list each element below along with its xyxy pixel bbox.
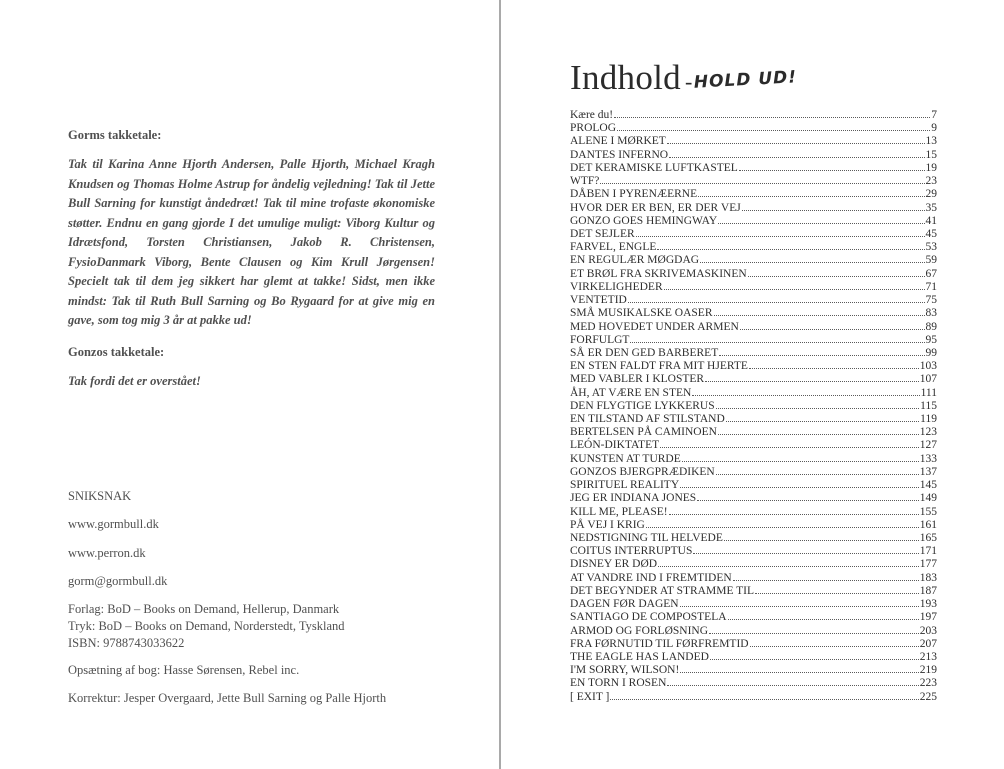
left-page bbox=[0, 0, 499, 769]
toc-entry-page: 177 bbox=[919, 558, 937, 571]
toc-entry-page: 95 bbox=[925, 333, 937, 346]
toc-dot-leader bbox=[739, 161, 925, 171]
right-page bbox=[501, 0, 1004, 769]
toc-dot-leader bbox=[700, 253, 924, 263]
toc-entry[interactable] bbox=[570, 121, 937, 134]
toc-entry-title: DÅBEN I PYRENÆERNE bbox=[570, 188, 698, 201]
contact-email: gorm@gormbull.dk bbox=[68, 574, 168, 588]
toc-entry-title: LEÓN-DIKTATET bbox=[570, 439, 660, 452]
toc-entry-title: EN REGULÆR MØGDAG bbox=[570, 254, 700, 267]
toc-entry[interactable] bbox=[570, 293, 937, 306]
toc-entry-page: 9 bbox=[931, 122, 937, 135]
toc-entry-page: 161 bbox=[919, 518, 937, 531]
toc-entry-title: COITUS INTERRUPTUS bbox=[570, 545, 693, 558]
toc-title-dash: - bbox=[684, 69, 693, 94]
toc-entry-page: 187 bbox=[919, 584, 937, 597]
toc-entry[interactable] bbox=[570, 148, 937, 161]
toc-entry-title: FORFULGT bbox=[570, 333, 630, 346]
toc-dot-leader bbox=[718, 214, 924, 224]
toc-entry[interactable] bbox=[570, 425, 937, 438]
toc-entry-page: 183 bbox=[919, 571, 937, 584]
toc-entry-page: 41 bbox=[925, 214, 937, 227]
toc-dot-leader bbox=[669, 148, 924, 158]
toc-entry-title: ÅH, AT VÆRE EN STEN bbox=[570, 386, 692, 399]
toc-dot-leader bbox=[709, 624, 919, 634]
toc-dot-leader bbox=[716, 465, 919, 475]
toc-dot-leader bbox=[750, 637, 919, 647]
table-of-contents bbox=[570, 108, 937, 703]
toc-entry-title: EN TILSTAND AF STILSTAND bbox=[570, 413, 725, 426]
toc-entry[interactable] bbox=[570, 663, 937, 676]
toc-entry-page: 223 bbox=[919, 677, 937, 690]
toc-entry-page: 89 bbox=[925, 320, 937, 333]
toc-entry[interactable] bbox=[570, 267, 937, 280]
toc-entry[interactable] bbox=[570, 637, 937, 650]
toc-entry-page: 13 bbox=[925, 135, 937, 148]
toc-title bbox=[570, 58, 798, 108]
toc-entry-page: 149 bbox=[919, 492, 937, 505]
toc-entry[interactable] bbox=[570, 346, 937, 359]
gorm-thanks-text: Tak til Karina Anne Hjorth Andersen, Palle Hjorth, Michael Kragh Knudsen og Thomas Holme Astrup for åndelig vejledning! Tak til Jette Bull Sarning for kunstigt åndedræt! Tak til mine trofaste økonomiske støtter. Endnu en gang gjorde I det umulige muligt: Viborg Kultur og Idrætsfond, Torsten Christiansen, Jakob R. Christensen, FysioDanmark Viborg, Bente Clausen og Kim Krull Jørgensen! Specielt tak til dem jeg sikkert har glemt at takke! Sidst, men ikke mindst: Tak til Ruth Bull Sarning og Bo Rygaard for at give mig en gave, som tog mig 3 år at pakke ud! bbox=[68, 157, 435, 327]
toc-entry-title: KUNSTEN AT TURDE bbox=[570, 452, 681, 465]
toc-dot-leader bbox=[680, 478, 919, 488]
toc-entry-page: 219 bbox=[919, 664, 937, 677]
toc-dot-leader bbox=[617, 121, 930, 131]
toc-entry[interactable] bbox=[570, 518, 937, 531]
gonzo-thanks-text: Tak fordi det er overstået! bbox=[68, 374, 201, 388]
toc-entry-page: 99 bbox=[925, 346, 937, 359]
toc-entry[interactable] bbox=[570, 478, 937, 491]
toc-entry-page: 127 bbox=[919, 439, 937, 452]
toc-dot-leader bbox=[755, 584, 919, 594]
toc-entry[interactable] bbox=[570, 201, 937, 214]
toc-entry-page: 71 bbox=[925, 280, 937, 293]
toc-entry[interactable] bbox=[570, 452, 937, 465]
toc-entry-title: BERTELSEN PÅ CAMINOEN bbox=[570, 426, 717, 439]
layout-credit: Opsætning af bog: Hasse Sørensen, Rebel inc. bbox=[68, 663, 300, 677]
toc-entry[interactable] bbox=[570, 240, 937, 253]
toc-entry-page: 203 bbox=[919, 624, 937, 637]
toc-entry-title: [ EXIT ] bbox=[570, 690, 610, 703]
toc-entry[interactable] bbox=[570, 531, 937, 544]
toc-dot-leader bbox=[742, 201, 925, 211]
toc-entry-title: WTF? bbox=[570, 175, 600, 188]
toc-entry[interactable] bbox=[570, 253, 937, 266]
toc-entry[interactable] bbox=[570, 610, 937, 623]
toc-entry-page: 133 bbox=[919, 452, 937, 465]
toc-entry-page: 59 bbox=[925, 254, 937, 267]
toc-entry-page: 29 bbox=[925, 188, 937, 201]
toc-entry[interactable] bbox=[570, 624, 937, 637]
toc-dot-leader bbox=[718, 425, 919, 435]
toc-entry-page: 213 bbox=[919, 650, 937, 663]
toc-entry-title: I'M SORRY, WILSON! bbox=[570, 664, 680, 677]
toc-dot-leader bbox=[698, 187, 924, 197]
toc-entry-title: PÅ VEJ I KRIG bbox=[570, 518, 645, 531]
toc-entry-title: DEN FLYGTIGE LYKKERUS bbox=[570, 399, 715, 412]
toc-entry[interactable] bbox=[570, 438, 937, 451]
toc-dot-leader bbox=[667, 134, 925, 144]
toc-dot-leader bbox=[724, 531, 919, 541]
toc-entry[interactable] bbox=[570, 544, 937, 557]
toc-entry[interactable] bbox=[570, 161, 937, 174]
toc-entry[interactable] bbox=[570, 399, 937, 412]
toc-entry[interactable] bbox=[570, 491, 937, 504]
toc-dot-leader bbox=[697, 491, 919, 501]
toc-dot-leader bbox=[614, 108, 930, 118]
toc-entry-page: 137 bbox=[919, 465, 937, 478]
toc-title-handwritten: HOLD UD! bbox=[693, 67, 798, 93]
toc-dot-leader bbox=[692, 386, 919, 396]
toc-entry[interactable] bbox=[570, 214, 937, 227]
toc-entry[interactable] bbox=[570, 571, 937, 584]
gonzo-thanks-heading: Gonzos takketale: bbox=[68, 345, 165, 359]
toc-dot-leader bbox=[714, 306, 925, 316]
toc-dot-leader bbox=[726, 412, 919, 422]
toc-entry-page: 171 bbox=[919, 545, 937, 558]
toc-entry-page: 145 bbox=[919, 479, 937, 492]
publisher-line: Forlag: BoD – Books on Demand, Hellerup, Danmark bbox=[68, 602, 340, 616]
toc-entry-title: EN STEN FALDT FRA MIT HJERTE bbox=[570, 360, 748, 373]
toc-entry-page: 119 bbox=[920, 413, 937, 426]
toc-entry-page: 75 bbox=[925, 294, 937, 307]
toc-entry[interactable] bbox=[570, 465, 937, 478]
toc-entry[interactable] bbox=[570, 174, 937, 187]
toc-entry-page: 35 bbox=[925, 201, 937, 214]
toc-entry-page: 207 bbox=[919, 637, 937, 650]
toc-entry-title: GONZOS BJERGPRÆDIKEN bbox=[570, 465, 715, 478]
toc-entry-title: ARMOD OG FORLØSNING bbox=[570, 624, 709, 637]
toc-dot-leader bbox=[740, 320, 925, 330]
toc-dot-leader bbox=[600, 174, 924, 184]
toc-entry-page: 83 bbox=[925, 307, 937, 320]
toc-entry-title: SMÅ MUSIKALSKE OASER bbox=[570, 307, 713, 320]
toc-dot-leader bbox=[657, 240, 924, 250]
printer-line: Tryk: BoD – Books on Demand, Norderstedt, Tyskland bbox=[68, 619, 345, 633]
toc-entry-title: SPIRITUEL REALITY bbox=[570, 479, 680, 492]
toc-dot-leader bbox=[728, 610, 919, 620]
toc-dot-leader bbox=[667, 676, 918, 686]
toc-entry[interactable] bbox=[570, 676, 937, 689]
toc-entry-title: Kære du! bbox=[570, 109, 614, 121]
toc-entry-title: MED VABLER I KLOSTER bbox=[570, 373, 705, 386]
isbn-line: ISBN: 9788743033622 bbox=[68, 636, 185, 650]
toc-entry[interactable] bbox=[570, 412, 937, 425]
publishing-info bbox=[68, 601, 488, 652]
toc-entry-title: VENTETID bbox=[570, 294, 627, 307]
toc-entry[interactable] bbox=[570, 108, 937, 121]
toc-entry-page: 197 bbox=[919, 611, 937, 624]
toc-entry-title: SANTIAGO DE COMPOSTELA bbox=[570, 611, 727, 624]
toc-entry-title: ALENE I MØRKET bbox=[570, 135, 666, 148]
toc-entry-page: 23 bbox=[925, 175, 937, 188]
toc-entry[interactable] bbox=[570, 386, 937, 399]
toc-dot-leader bbox=[610, 690, 918, 700]
toc-entry-page: 111 bbox=[920, 386, 937, 399]
toc-entry[interactable] bbox=[570, 227, 937, 240]
toc-entry-page: 165 bbox=[919, 532, 937, 544]
toc-entry-page: 67 bbox=[925, 267, 937, 280]
toc-entry-title: HVOR DER ER BEN, ER DER VEJ bbox=[570, 201, 741, 214]
toc-entry-page: 53 bbox=[925, 241, 937, 254]
toc-entry-page: 123 bbox=[919, 426, 937, 439]
toc-entry-title: DET BEGYNDER AT STRAMME TIL bbox=[570, 584, 755, 597]
toc-entry-page: 19 bbox=[925, 161, 937, 174]
toc-dot-leader bbox=[680, 597, 919, 607]
toc-dot-leader bbox=[719, 346, 924, 356]
toc-dot-leader bbox=[628, 293, 925, 303]
toc-dot-leader bbox=[636, 227, 925, 237]
toc-entry-title: AT VANDRE IND I FREMTIDEN bbox=[570, 571, 732, 584]
proofreading-credit: Korrektur: Jesper Overgaard, Jette Bull Sarning og Palle Hjorth bbox=[68, 691, 387, 705]
toc-entry-title: DET KERAMISKE LUFTKASTEL bbox=[570, 161, 738, 174]
toc-entry[interactable] bbox=[570, 650, 937, 663]
toc-dot-leader bbox=[682, 452, 919, 462]
toc-title-main: Indhold bbox=[570, 58, 681, 97]
toc-dot-leader bbox=[658, 557, 919, 567]
toc-entry-title: FRA FØRNUTID TIL FØRFREMTID bbox=[570, 637, 749, 650]
toc-entry-page: 225 bbox=[919, 690, 937, 703]
toc-entry-title: DAGEN FØR DAGEN bbox=[570, 598, 679, 611]
toc-dot-leader bbox=[664, 280, 925, 290]
toc-entry-title: JEG ER INDIANA JONES bbox=[570, 492, 697, 505]
toc-entry-page: 45 bbox=[925, 227, 937, 240]
toc-entry[interactable] bbox=[570, 187, 937, 200]
toc-dot-leader bbox=[749, 359, 919, 369]
toc-entry-title: SÅ ER DEN GED BARBERET bbox=[570, 346, 719, 359]
toc-dot-leader bbox=[693, 544, 918, 554]
toc-dot-leader bbox=[710, 650, 919, 660]
toc-entry[interactable] bbox=[570, 557, 937, 570]
toc-entry-title: FARVEL, ENGLE bbox=[570, 241, 657, 254]
toc-dot-leader bbox=[669, 505, 919, 515]
toc-dot-leader bbox=[716, 399, 920, 409]
toc-entry-title: GONZO GOES HEMINGWAY bbox=[570, 214, 718, 227]
website-gormbull: www.gormbull.dk bbox=[68, 517, 159, 531]
sniksnak-heading: SNIKSNAK bbox=[68, 489, 132, 503]
toc-entry-title: MED HOVEDET UNDER ARMEN bbox=[570, 320, 739, 333]
gorm-thanks-heading: Gorms takketale: bbox=[68, 128, 162, 142]
toc-entry-page: 7 bbox=[931, 109, 937, 121]
toc-entry-page: 193 bbox=[919, 598, 937, 611]
toc-entry[interactable] bbox=[570, 280, 937, 293]
toc-dot-leader bbox=[660, 438, 919, 448]
toc-entry-title: DISNEY ER DØD bbox=[570, 558, 658, 571]
toc-entry-page: 15 bbox=[925, 148, 937, 161]
toc-dot-leader bbox=[680, 663, 918, 673]
toc-entry-title: DET SEJLER bbox=[570, 227, 635, 240]
toc-entry-title: DANTES INFERNO bbox=[570, 148, 669, 161]
website-perron: www.perron.dk bbox=[68, 546, 146, 560]
toc-entry[interactable] bbox=[570, 372, 937, 385]
toc-dot-leader bbox=[705, 372, 919, 382]
toc-dot-leader bbox=[646, 518, 919, 528]
toc-entry[interactable] bbox=[570, 134, 937, 147]
toc-entry[interactable] bbox=[570, 505, 937, 518]
toc-entry[interactable] bbox=[570, 359, 937, 372]
toc-entry-page: 155 bbox=[919, 505, 937, 518]
toc-entry-page: 103 bbox=[919, 360, 937, 373]
toc-entry[interactable] bbox=[570, 320, 937, 333]
toc-entry-title: EN TORN I ROSEN bbox=[570, 677, 667, 690]
toc-entry-title: THE EAGLE HAS LANDED bbox=[570, 650, 709, 663]
toc-entry-title: VIRKELIGHEDER bbox=[570, 280, 663, 293]
toc-entry-title: PROLOG bbox=[570, 122, 617, 135]
toc-entry-title: KILL ME, PLEASE! bbox=[570, 505, 668, 518]
toc-entry[interactable] bbox=[570, 333, 937, 346]
toc-entry-page: 107 bbox=[919, 373, 937, 386]
toc-entry[interactable] bbox=[570, 306, 937, 319]
toc-entry-title: ET BRØL FRA SKRIVEMASKINEN bbox=[570, 267, 747, 280]
toc-dot-leader bbox=[733, 571, 919, 581]
toc-entry[interactable] bbox=[570, 690, 937, 703]
toc-dot-leader bbox=[748, 267, 925, 277]
toc-entry[interactable] bbox=[570, 584, 937, 597]
toc-entry-title: NEDSTIGNING TIL HELVEDE bbox=[570, 532, 723, 544]
toc-dot-leader bbox=[630, 333, 924, 343]
toc-entry-page: 115 bbox=[920, 399, 937, 412]
toc-entry[interactable] bbox=[570, 597, 937, 610]
